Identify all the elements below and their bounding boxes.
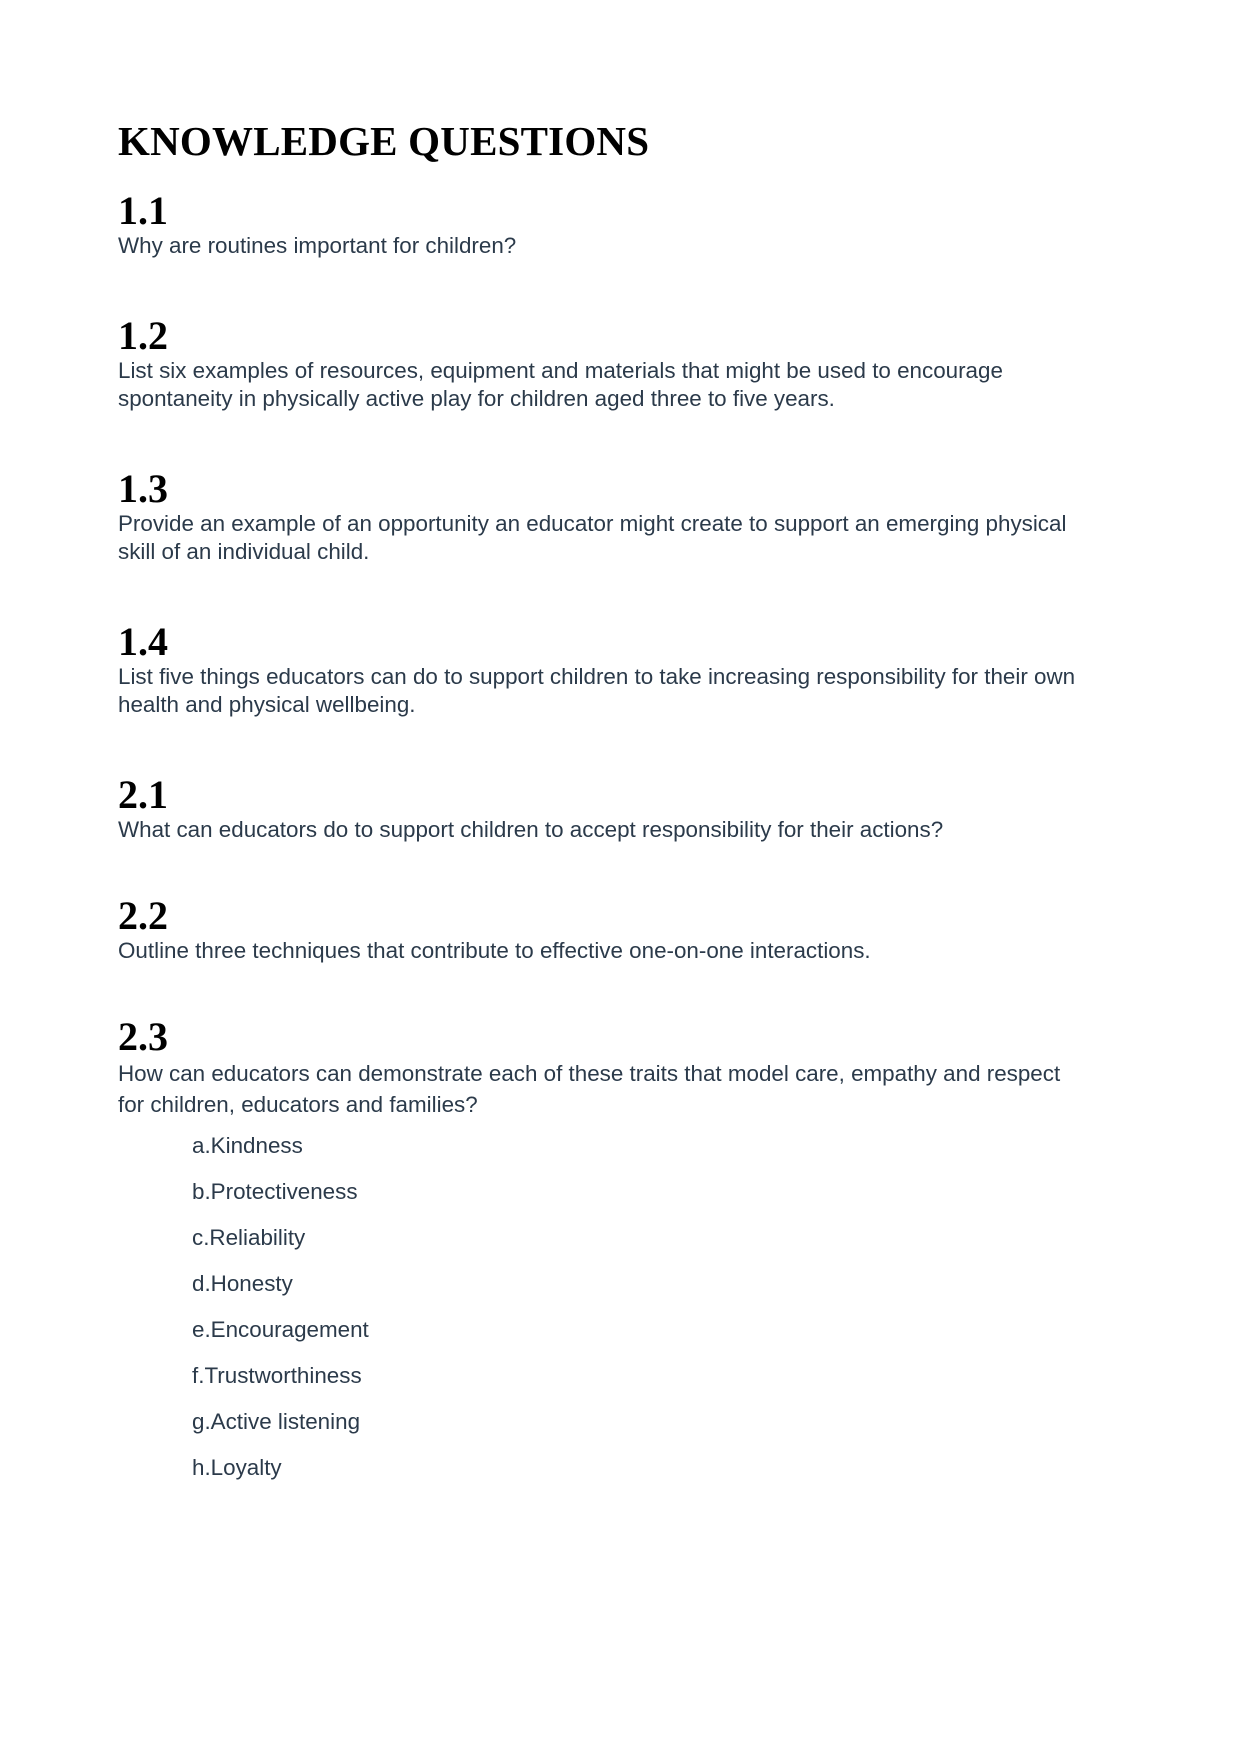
trait-item: h.Loyalty <box>192 1455 282 1480</box>
question-2-3 <box>118 1016 1128 1120</box>
trait-item: e.Encouragement <box>192 1317 369 1342</box>
trait-item: g.Active listening <box>192 1409 361 1434</box>
question-text-line: Why are routines important for children? <box>118 233 517 258</box>
trait-item: d.Honesty <box>192 1271 293 1296</box>
trait-item: f.Trustworthiness <box>192 1363 362 1388</box>
question-text <box>118 357 1128 413</box>
question-2-2 <box>118 895 1128 965</box>
question-number: 1.2 <box>118 313 168 358</box>
traits-list <box>118 1132 1128 1500</box>
question-text-line: Outline three techniques that contribute to effective one-on-one interactions. <box>118 938 871 963</box>
question-2-1 <box>118 774 1128 844</box>
question-1-3 <box>118 468 1128 566</box>
question-number: 1.1 <box>118 188 168 233</box>
document-title: KNOWLEDGE QUESTIONS <box>118 118 650 164</box>
question-1-4 <box>118 621 1128 719</box>
question-text <box>118 937 1128 965</box>
trait-item: a.Kindness <box>192 1133 303 1158</box>
question-text-line: Provide an example of an opportunity an educator might create to support an emerging physical <box>118 511 1067 536</box>
question-text-line: What can educators do to support children to accept responsibility for their actions? <box>118 817 944 842</box>
question-text-line: How can educators can demonstrate each of these traits that model care, empathy and respect <box>118 1061 1061 1086</box>
question-text-line: health and physical wellbeing. <box>118 692 416 717</box>
question-text <box>118 663 1128 719</box>
question-number: 2.3 <box>118 1014 168 1059</box>
question-number: 1.3 <box>118 466 168 511</box>
question-text <box>118 816 1128 844</box>
question-text-line: skill of an individual child. <box>118 539 370 564</box>
question-text-line: for children, educators and families? <box>118 1092 478 1117</box>
question-number: 2.2 <box>118 893 168 938</box>
question-text-line: spontaneity in physically active play for children aged three to five years. <box>118 386 835 411</box>
question-text <box>118 1058 1128 1120</box>
question-text <box>118 232 1128 260</box>
question-text-line: List six examples of resources, equipment and materials that might be used to encourage <box>118 358 1003 383</box>
question-number: 2.1 <box>118 772 168 817</box>
question-number: 1.4 <box>118 619 168 664</box>
question-1-1 <box>118 190 1128 260</box>
trait-item: b.Protectiveness <box>192 1179 358 1204</box>
question-text-line: List five things educators can do to support children to take increasing responsibility for their own <box>118 664 1076 689</box>
question-1-2 <box>118 315 1128 413</box>
document-content <box>118 118 1128 1500</box>
trait-item: c.Reliability <box>192 1225 306 1250</box>
question-text <box>118 510 1128 566</box>
